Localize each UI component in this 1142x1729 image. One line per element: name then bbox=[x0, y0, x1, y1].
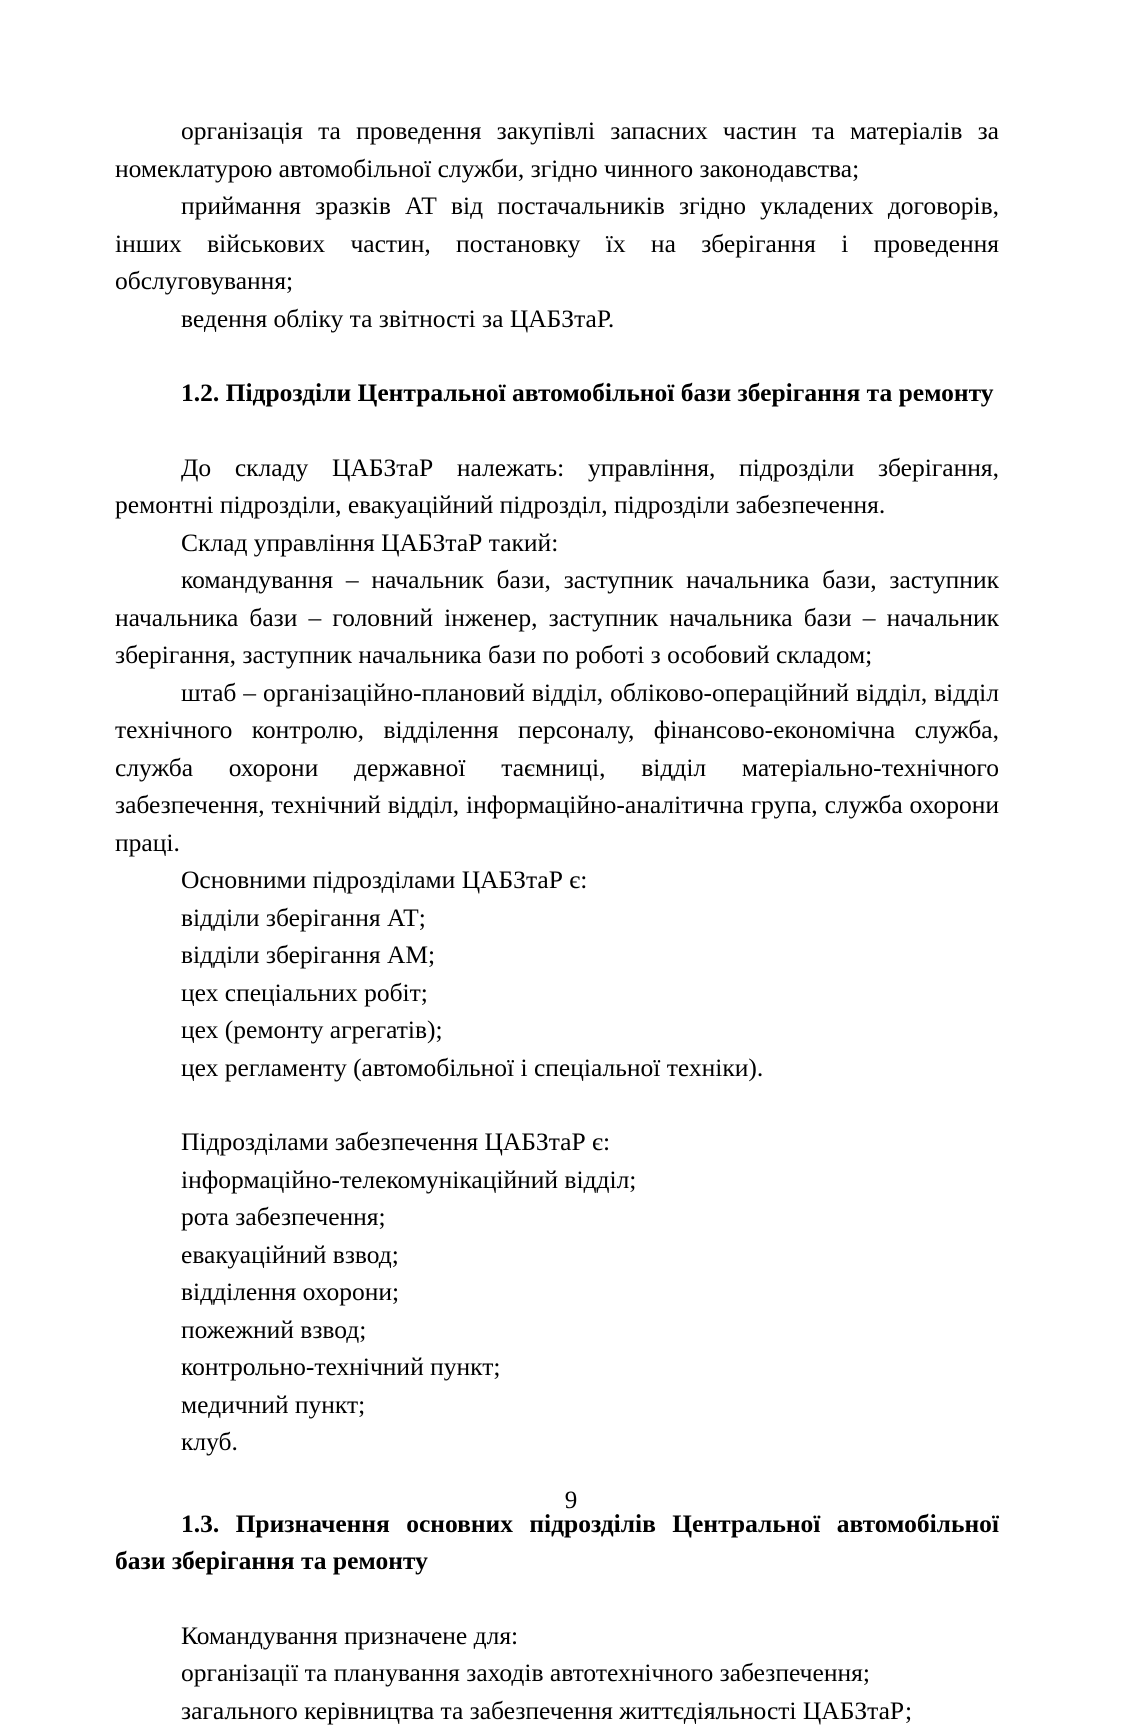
list-item-support-unit: рота забезпечення; bbox=[115, 1198, 999, 1236]
heading-section-1-2: 1.2. Підрозділи Центральної автомобільної бази зберігання та ремонту bbox=[115, 374, 999, 412]
heading-section-1-3: 1.3. Призначення основних підрозділів Центральної автомобільної бази зберігання та ремонту bbox=[115, 1505, 999, 1580]
paragraph-accounting: ведення обліку та звітності за ЦАБЗтаР. bbox=[115, 300, 999, 338]
paragraph-headquarters: штаб – організаційно-плановий відділ, обліково-операційний відділ, відділ технічного контролю, відділення персоналу, фінансово-економічна служба, служба охорони державної таємниці, відділ матеріально-технічного забезпечення, технічний відділ, інформаційно-аналітична група, служба охорони праці. bbox=[115, 674, 999, 862]
page-number: 9 bbox=[0, 1486, 1142, 1516]
list-item-main-unit: цех (ремонту агрегатів); bbox=[115, 1011, 999, 1049]
paragraph-command-staff: командування – начальник бази, заступник начальника бази, заступник начальника бази – головний інженер, заступник начальника бази – начальник зберігання, заступник начальника бази по роботі з особовий складом; bbox=[115, 561, 999, 674]
list-item-command-purpose: загального керівництва та забезпечення життєдіяльності ЦАБЗтаР; bbox=[115, 1692, 999, 1729]
paragraph-procurement: організація та проведення закупівлі запасних частин та матеріалів за номеклатурою автомобільної служби, згідно чинного законодавства; bbox=[115, 112, 999, 187]
list-item-support-unit: пожежний взвод; bbox=[115, 1311, 999, 1349]
paragraph-command-purpose-intro: Командування призначене для: bbox=[115, 1617, 999, 1655]
list-item-main-unit: відділи зберігання АТ; bbox=[115, 899, 999, 937]
list-item-main-unit: цех регламенту (автомобільної і спеціальної техніки). bbox=[115, 1049, 999, 1087]
paragraph-support-units-intro: Підрозділами забезпечення ЦАБЗтаР є: bbox=[115, 1123, 999, 1161]
list-item-support-unit: відділення охорони; bbox=[115, 1273, 999, 1311]
list-item-command-purpose: організації та планування заходів автотехнічного забезпечення; bbox=[115, 1654, 999, 1692]
spacer-before-heading-1-2 bbox=[115, 337, 999, 374]
paragraph-management-composition: Склад управління ЦАБЗтаР такий: bbox=[115, 524, 999, 562]
spacer-after-heading-1-2 bbox=[115, 412, 999, 449]
list-item-support-unit: медичний пункт; bbox=[115, 1386, 999, 1424]
paragraph-acceptance: приймання зразків АТ від постачальників згідно укладених договорів, інших військових частин, постановку їх на зберігання і проведення обслуговування; bbox=[115, 187, 999, 300]
spacer-after-heading-1-3 bbox=[115, 1580, 999, 1617]
list-item-support-unit: контрольно-технічний пункт; bbox=[115, 1348, 999, 1386]
list-item-main-unit: цех спеціальних робіт; bbox=[115, 974, 999, 1012]
list-item-support-unit: евакуаційний взвод; bbox=[115, 1236, 999, 1274]
list-item-support-unit: клуб. bbox=[115, 1423, 999, 1461]
paragraph-main-units-intro: Основними підрозділами ЦАБЗтаР є: bbox=[115, 861, 999, 899]
list-item-support-unit: інформаційно-телекомунікаційний відділ; bbox=[115, 1161, 999, 1199]
paragraph-composition: До складу ЦАБЗтаР належать: управління, підрозділи зберігання, ремонтні підрозділи, евакуаційний підрозділ, підрозділи забезпечення. bbox=[115, 449, 999, 524]
list-item-main-unit: відділи зберігання АМ; bbox=[115, 936, 999, 974]
spacer-before-support-units bbox=[115, 1086, 999, 1123]
